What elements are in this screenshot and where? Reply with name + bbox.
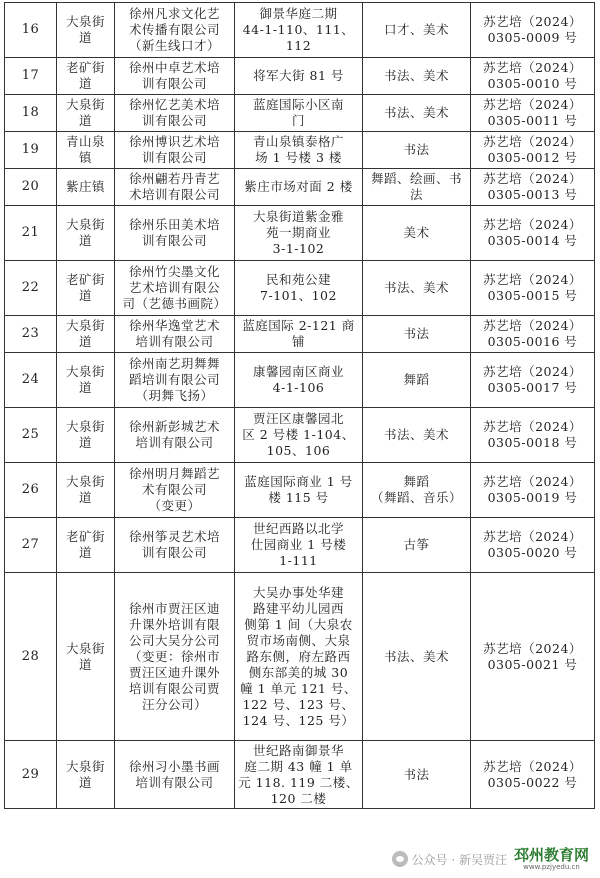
row-number: 28 [5, 573, 57, 741]
institution-name-cell: 徐州新彭城艺术 培训有限公司 [115, 408, 235, 463]
row-number: 25 [5, 408, 57, 463]
subject-cell: 书法 [363, 132, 471, 169]
institution-name-cell: 徐州市贾汪区迪 升课外培训有限 公司大吴分公司 （变更：徐州市 贾汪区迪升课外 培训有限公司贾 汪分公司） [115, 573, 235, 741]
row-number: 24 [5, 353, 57, 408]
license-cell: 苏艺培（2024） 0305-0013 号 [471, 169, 595, 206]
logo-text: 邳州教育网 [513, 846, 589, 864]
subject-cell: 书法、美术 [363, 95, 471, 132]
table-row [5, 741, 595, 809]
license-cell: 苏艺培（2024） 0305-0020 号 [471, 518, 595, 573]
row-number: 20 [5, 169, 57, 206]
table-row [5, 573, 595, 741]
watermark [392, 846, 592, 872]
institution-name-cell: 徐州凡求文化艺 术传播有限公司 （新生线口才） [115, 3, 235, 58]
watermark-account: 公众号 · 新吴贾汪 [411, 852, 507, 867]
table-row [5, 3, 595, 58]
institution-name-cell: 徐州翩若丹青艺 术培训有限公司 [115, 169, 235, 206]
row-number: 23 [5, 316, 57, 353]
license-cell: 苏艺培（2024） 0305-0009 号 [471, 3, 595, 58]
area-cell: 老矿街 道 [57, 261, 115, 316]
row-number: 22 [5, 261, 57, 316]
subject-cell: 美术 [363, 206, 471, 261]
institution-name-cell: 徐州习小墨书画 培训有限公司 [115, 741, 235, 809]
address-cell: 蓝庭国际商业 1 号 楼 115 号 [235, 463, 363, 518]
license-cell: 苏艺培（2024） 0305-0015 号 [471, 261, 595, 316]
address-cell: 大泉街道紫金雅 苑一期商业 3-1-102 [235, 206, 363, 261]
table-row [5, 408, 595, 463]
row-number: 16 [5, 3, 57, 58]
table-row [5, 169, 595, 206]
license-cell: 苏艺培（2024） 0305-0019 号 [471, 463, 595, 518]
address-cell: 世纪西路以北学 仕园商业 1 号楼 1-111 [235, 518, 363, 573]
area-cell: 大泉街 道 [57, 206, 115, 261]
subject-cell: 舞蹈 （舞蹈、音乐） [363, 463, 471, 518]
address-cell: 将军大街 81 号 [235, 58, 363, 95]
address-cell: 康馨园南区商业 4-1-106 [235, 353, 363, 408]
address-cell: 贾汪区康馨园北 区 2 号楼 1-104、 105、106 [235, 408, 363, 463]
table-row [5, 316, 595, 353]
row-number: 19 [5, 132, 57, 169]
area-cell: 大泉街 道 [57, 3, 115, 58]
logo-url: www.pzjyedu.cn [523, 863, 580, 871]
institution-name-cell: 徐州中卓艺术培 训有限公司 [115, 58, 235, 95]
license-cell: 苏艺培（2024） 0305-0014 号 [471, 206, 595, 261]
institution-name-cell: 徐州竹尖墨文化 艺术培训有限公 司（艺德书画院） [115, 261, 235, 316]
row-number: 17 [5, 58, 57, 95]
institution-name-cell: 徐州筝灵艺术培 训有限公司 [115, 518, 235, 573]
area-cell: 大泉街 道 [57, 353, 115, 408]
row-number: 29 [5, 741, 57, 809]
row-number: 18 [5, 95, 57, 132]
table-row [5, 206, 595, 261]
subject-cell: 书法、美术 [363, 408, 471, 463]
license-cell: 苏艺培（2024） 0305-0012 号 [471, 132, 595, 169]
table-row [5, 518, 595, 573]
row-number: 21 [5, 206, 57, 261]
table-row [5, 463, 595, 518]
license-cell: 苏艺培（2024） 0305-0022 号 [471, 741, 595, 809]
address-cell: 民和苑公建 7-101、102 [235, 261, 363, 316]
row-number: 26 [5, 463, 57, 518]
area-cell: 大泉街 道 [57, 573, 115, 741]
address-cell: 青山泉镇泰格广 场 1 号楼 3 楼 [235, 132, 363, 169]
address-cell: 紫庄市场对面 2 楼 [235, 169, 363, 206]
institution-name-cell: 徐州乐田美术培 训有限公司 [115, 206, 235, 261]
area-cell: 老矿街 道 [57, 518, 115, 573]
table-row [5, 261, 595, 316]
row-number: 27 [5, 518, 57, 573]
address-cell: 御景华庭二期 44-1-110、111、 112 [235, 3, 363, 58]
training-institution-table [4, 2, 595, 809]
subject-cell: 舞蹈、绘画、书 法 [363, 169, 471, 206]
address-cell: 蓝庭国际小区南 门 [235, 95, 363, 132]
subject-cell: 书法、美术 [363, 261, 471, 316]
subject-cell: 口才、美术 [363, 3, 471, 58]
subject-cell: 书法、美术 [363, 573, 471, 741]
institution-name-cell: 徐州南艺玥舞舞 蹈培训有限公司 （玥舞飞扬） [115, 353, 235, 408]
area-cell: 青山泉 镇 [57, 132, 115, 169]
area-cell: 大泉街 道 [57, 741, 115, 809]
institution-name-cell: 徐州博识艺术培 训有限公司 [115, 132, 235, 169]
address-cell: 世纪路南御景华 庭二期 43 幢 1 单 元 118. 119 二楼、 120 二楼 [235, 741, 363, 809]
subject-cell: 古筝 [363, 518, 471, 573]
address-cell: 蓝庭国际 2-121 商 铺 [235, 316, 363, 353]
subject-cell: 舞蹈 [363, 353, 471, 408]
license-cell: 苏艺培（2024） 0305-0018 号 [471, 408, 595, 463]
wechat-icon [392, 851, 408, 867]
institution-name-cell: 徐州忆艺美术培 训有限公司 [115, 95, 235, 132]
subject-cell: 书法、美术 [363, 58, 471, 95]
table-row [5, 132, 595, 169]
site-logo [511, 846, 592, 872]
subject-cell: 书法 [363, 316, 471, 353]
area-cell: 老矿街 道 [57, 58, 115, 95]
table-row [5, 58, 595, 95]
table-row [5, 353, 595, 408]
license-cell: 苏艺培（2024） 0305-0021 号 [471, 573, 595, 741]
institution-name-cell: 徐州华逸堂艺术 培训有限公司 [115, 316, 235, 353]
table-row [5, 95, 595, 132]
area-cell: 大泉街 道 [57, 95, 115, 132]
area-cell: 紫庄镇 [57, 169, 115, 206]
address-cell: 大吴办事处华建 路建平幼儿园西 侧第 1 间（大泉农 贸市场南侧、大泉 路东侧，府左路西 侧东部美的城 30 幢 1 单元 121 号、 122 号、123 号、 124 号、125 号） [235, 573, 363, 741]
area-cell: 大泉街 道 [57, 316, 115, 353]
license-cell: 苏艺培（2024） 0305-0017 号 [471, 353, 595, 408]
license-cell: 苏艺培（2024） 0305-0010 号 [471, 58, 595, 95]
subject-cell: 书法 [363, 741, 471, 809]
area-cell: 大泉街 道 [57, 408, 115, 463]
license-cell: 苏艺培（2024） 0305-0011 号 [471, 95, 595, 132]
area-cell: 大泉街 道 [57, 463, 115, 518]
license-cell: 苏艺培（2024） 0305-0016 号 [471, 316, 595, 353]
institution-name-cell: 徐州明月舞蹈艺 术有限公司 （变更） [115, 463, 235, 518]
